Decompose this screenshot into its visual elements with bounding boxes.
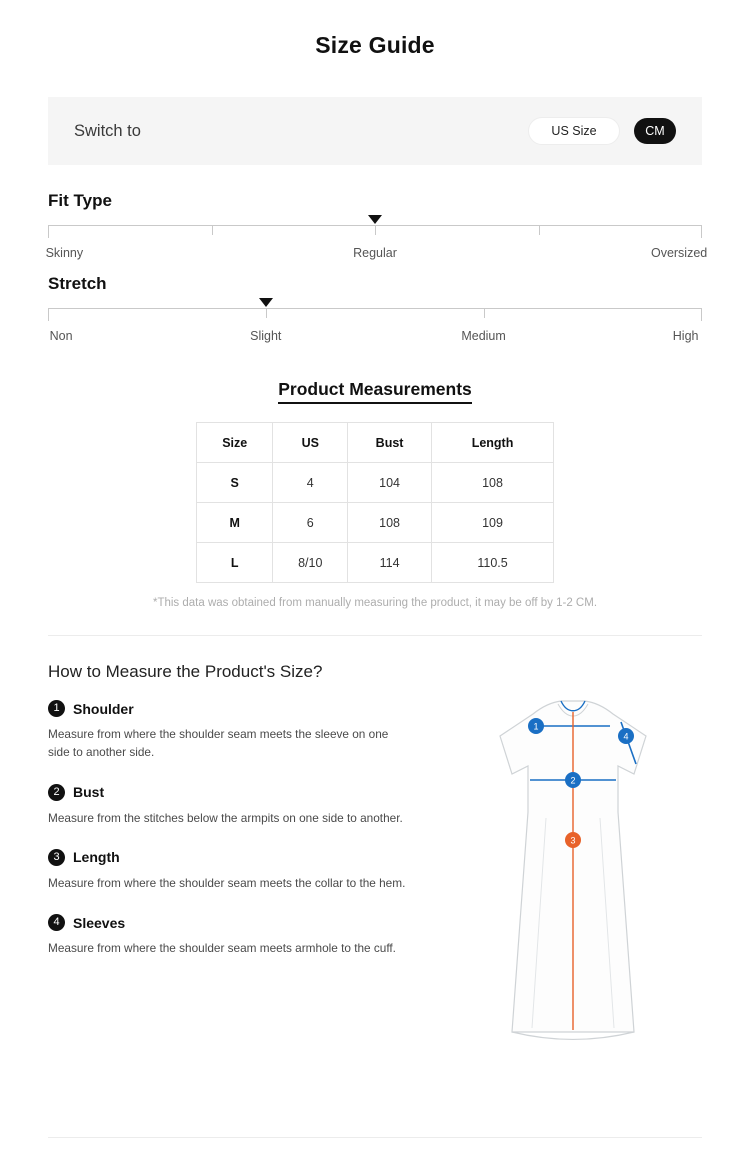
fit-type-axis: [48, 225, 702, 241]
cell-bust: 114: [348, 543, 432, 583]
stretch-tick-2: [484, 309, 485, 318]
fit-tick-1: [212, 226, 213, 235]
stretch-heading: Stretch: [48, 274, 107, 293]
cell-size: M: [197, 503, 273, 543]
cell-us: 4: [273, 463, 348, 503]
how-to-measure-body: [48, 700, 702, 957]
unit-option-us[interactable]: US Size: [528, 117, 620, 145]
section-divider: [48, 635, 702, 636]
cell-bust: 104: [348, 463, 432, 503]
step-header-sleeves: [48, 914, 448, 931]
unit-toggle-group[interactable]: [528, 117, 676, 145]
step-title: Shoulder: [73, 700, 134, 717]
table-row: [197, 463, 554, 503]
stretch-marker: [259, 298, 273, 307]
step-number-badge: 2: [48, 784, 65, 801]
stretch-tick-0: [48, 309, 49, 321]
step-title: Length: [73, 849, 120, 866]
column-header-size: Size: [197, 423, 273, 463]
footer-divider: [48, 1137, 702, 1138]
measurement-disclaimer: *This data was obtained from manually measuring the product, it may be off by 1-2 CM.: [152, 597, 598, 609]
marker-1-label: 1: [533, 721, 539, 732]
product-measurements-title-text: Product Measurements: [278, 379, 472, 404]
stretch-axis: [48, 308, 702, 324]
column-header-us: US: [273, 423, 348, 463]
table-header-row: [197, 423, 554, 463]
switch-to-label: Switch to: [74, 121, 141, 140]
how-to-measure-steps: [48, 700, 448, 957]
cell-size: L: [197, 543, 273, 583]
page-title: Size Guide: [315, 32, 435, 58]
table-row: [197, 503, 554, 543]
fit-label-regular: Regular: [353, 246, 397, 260]
step-description: Measure from where the shoulder seam meets the collar to the hem.: [48, 875, 406, 890]
fit-type-marker: [368, 215, 382, 224]
fit-label-oversized: Oversized: [650, 246, 708, 260]
cell-us: 8/10: [273, 543, 348, 583]
fit-tick-4: [701, 226, 702, 238]
stretch-labels: [48, 329, 702, 349]
cell-bust: 108: [348, 503, 432, 543]
step-header-shoulder: [48, 700, 448, 717]
step-title: Bust: [73, 784, 105, 801]
dress-illustration: [458, 692, 688, 1062]
hem-line: [512, 1032, 634, 1040]
marker-2-label: 2: [570, 775, 576, 786]
measurements-table: [196, 422, 554, 583]
column-header-length: Length: [432, 423, 554, 463]
stretch-label-slight: Slight: [250, 329, 282, 343]
unit-switch-bar: [48, 97, 702, 165]
step-number-badge: 4: [48, 914, 65, 931]
cell-length: 109: [432, 503, 554, 543]
column-header-bust: Bust: [348, 423, 432, 463]
stretch-label-non: Non: [49, 329, 73, 343]
fit-tick-0: [48, 226, 49, 238]
cell-size: S: [197, 463, 273, 503]
step-description: Measure from the stitches below the armpits on one side to another.: [48, 810, 403, 825]
stretch-scale: [48, 308, 702, 349]
stretch-label-high: High: [672, 329, 699, 343]
cell-us: 6: [273, 503, 348, 543]
fit-type-scale: [45, 225, 708, 266]
how-to-measure-title: How to Measure the Product's Size?: [48, 662, 323, 681]
cell-length: 108: [432, 463, 554, 503]
fit-tick-2: [375, 226, 376, 235]
step-description: Measure from where the shoulder seam meets the sleeve on one side to another side.: [48, 727, 389, 760]
step-header-length: [48, 849, 448, 866]
stretch-tick-1: [266, 309, 267, 318]
stretch-label-medium: Medium: [461, 329, 506, 343]
unit-option-cm[interactable]: CM: [634, 118, 676, 144]
fit-tick-3: [539, 226, 540, 235]
step-description: Measure from where the shoulder seam meets armhole to the cuff.: [48, 941, 396, 956]
marker-4-label: 4: [623, 731, 629, 742]
fit-type-labels: [45, 246, 708, 266]
marker-3-label: 3: [570, 835, 576, 846]
step-number-badge: 1: [48, 700, 65, 717]
fit-label-skinny: Skinny: [45, 246, 84, 260]
step-header-bust: [48, 784, 448, 801]
cell-length: 110.5: [432, 543, 554, 583]
step-number-badge: 3: [48, 849, 65, 866]
step-title: Sleeves: [73, 914, 126, 931]
product-measurements-title: [0, 379, 750, 400]
table-row: [197, 543, 554, 583]
stretch-tick-3: [701, 309, 702, 321]
fit-type-heading: Fit Type: [48, 191, 112, 210]
garment-diagram: [448, 700, 702, 957]
